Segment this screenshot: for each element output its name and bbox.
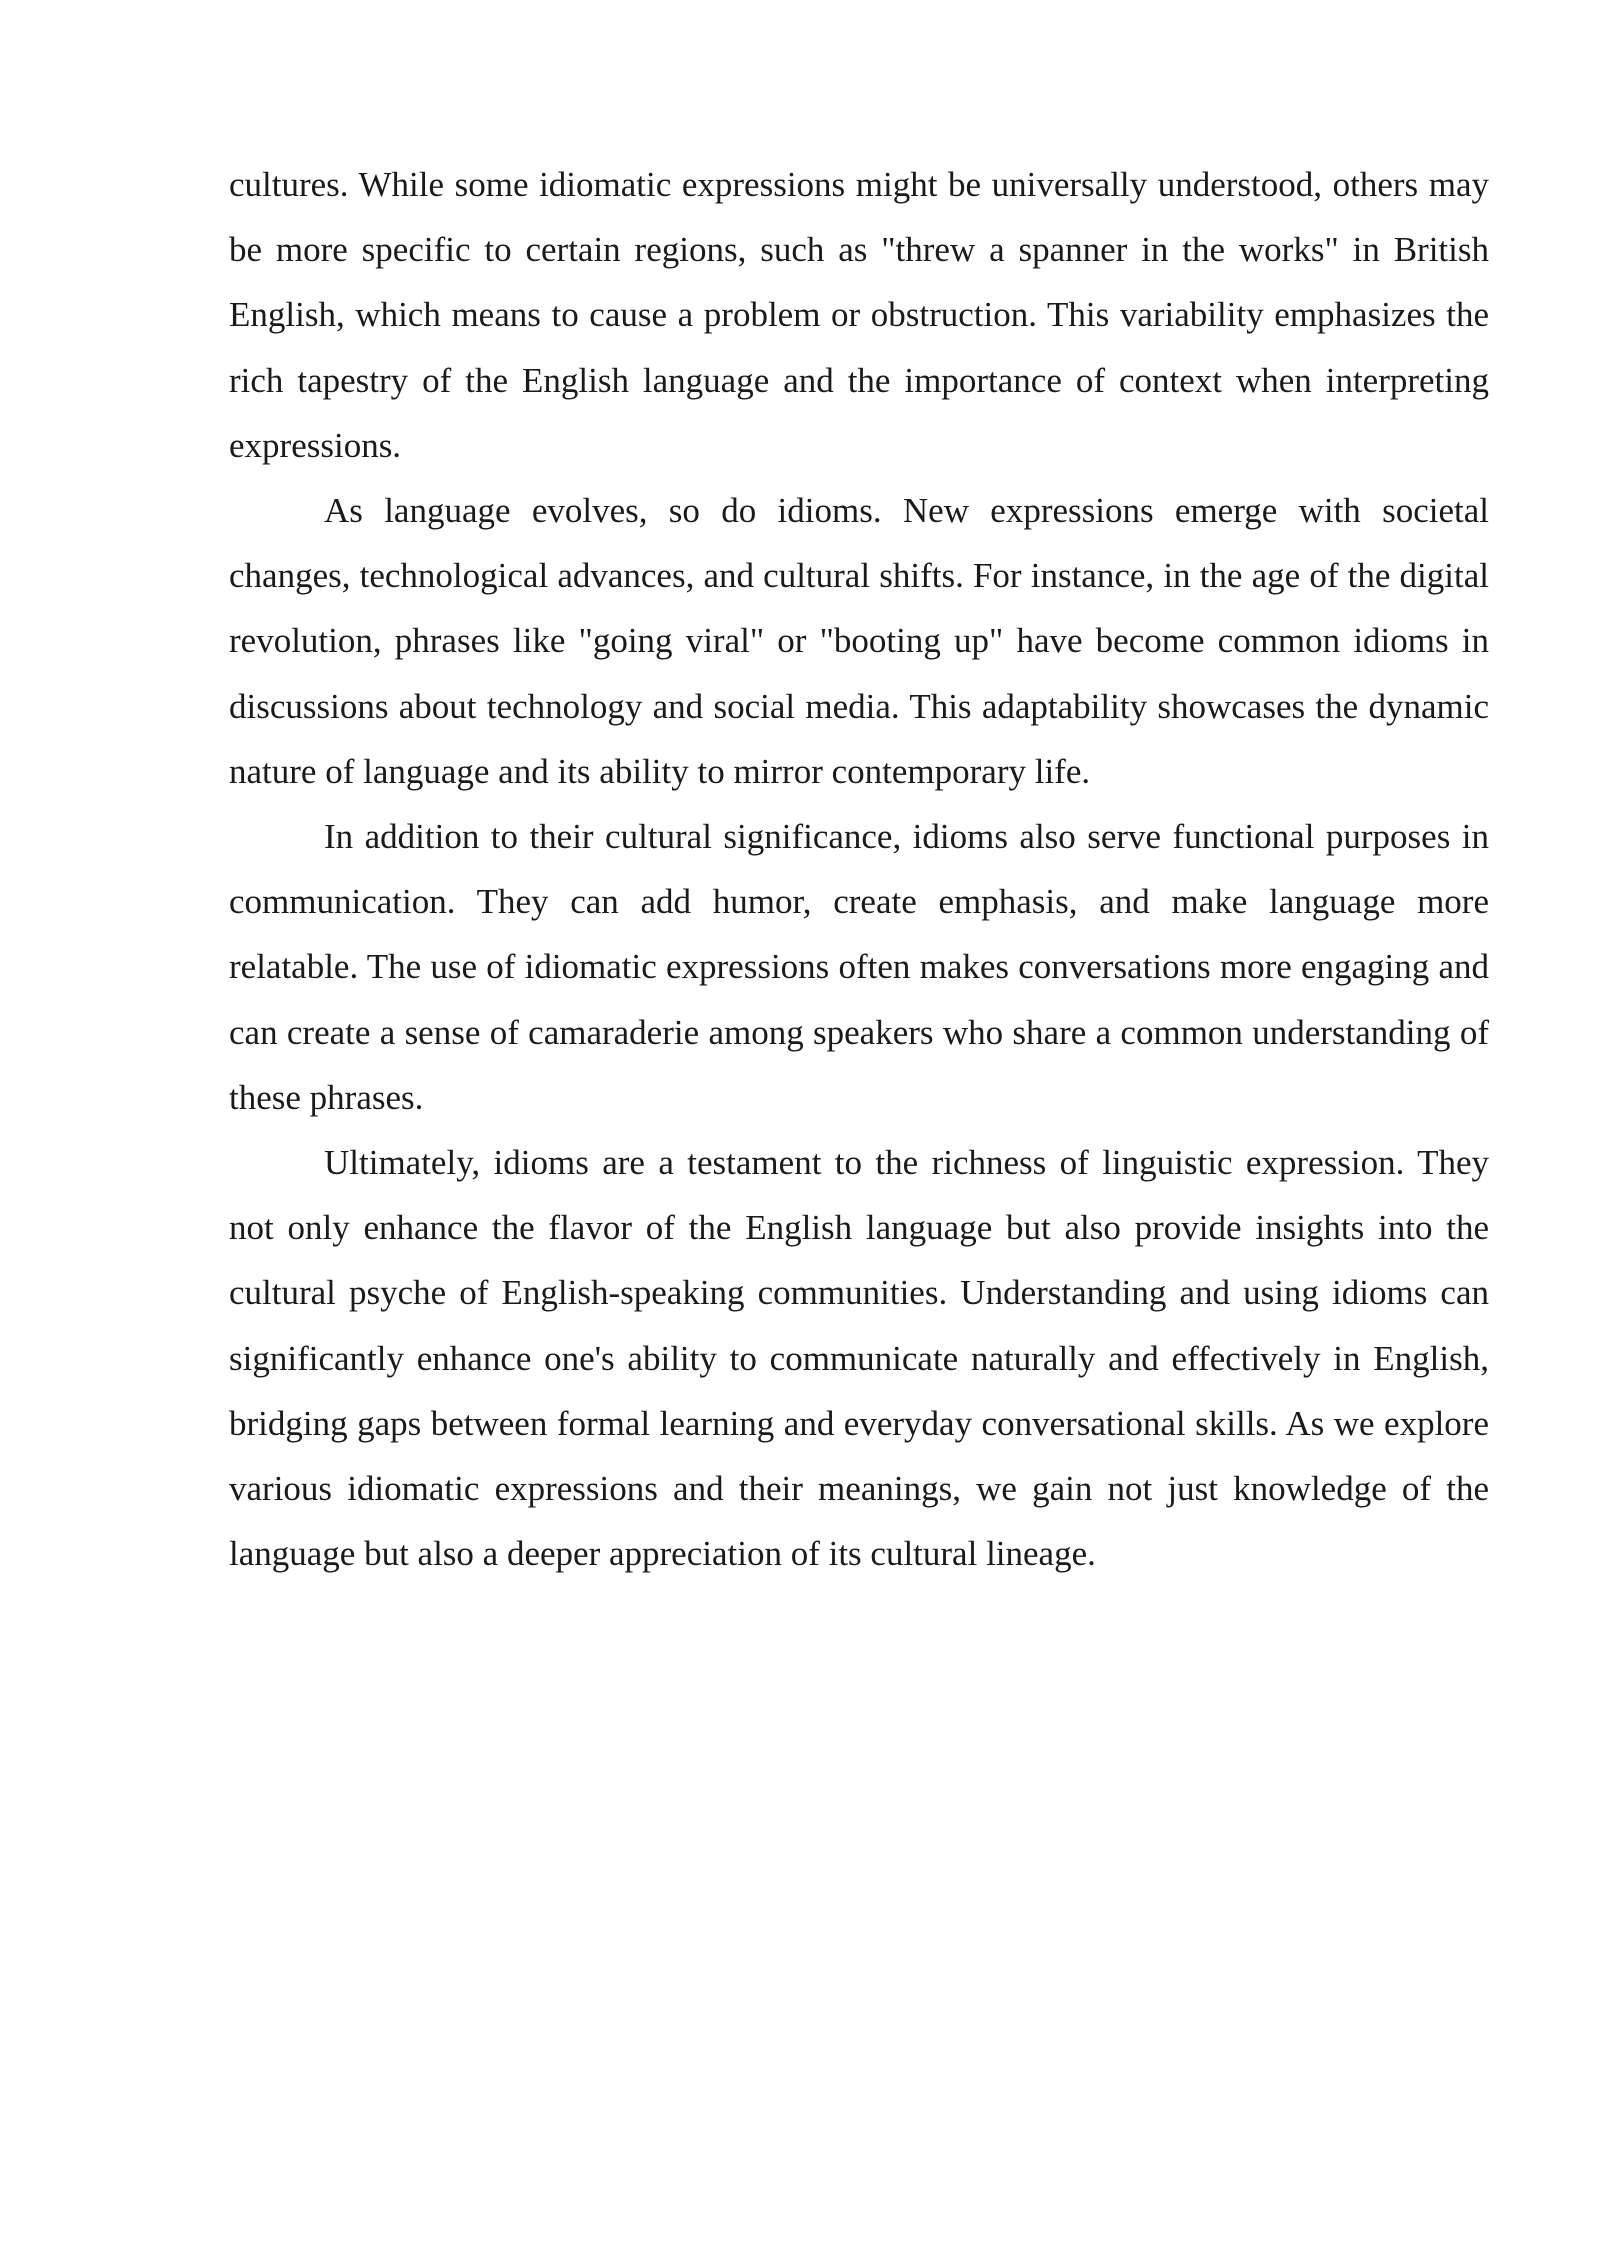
- paragraph-functional-purposes: In addition to their cultural significance, idioms also serve functional purposes in communication. They can add humor, create emphasis, and make language more relatable. The use of idiomatic expressions often makes conversations more engaging and can create a sense of camaraderie among speakers who share a common understanding of these phrases.: [229, 817, 1489, 1117]
- body-text: [229, 152, 1489, 1586]
- paragraph-continued: cultures. While some idiomatic expressions might be universally understood, others may be more specific to certain regions, such as "threw a spanner in the works" in British English, which means to cause a problem or obstruction. This variability emphasizes the rich tapestry of the English language and the importance of context when interpreting expressions.: [229, 165, 1489, 465]
- paragraph-conclusion: Ultimately, idioms are a testament to the richness of linguistic expression. They not only enhance the flavor of the English language but also provide insights into the cultural psyche of English-speaking communities. Understanding and using idioms can significantly enhance one's ability to communicate naturally and effectively in English, bridging gaps between formal learning and everyday conversational skills. As we explore various idiomatic expressions and their meanings, we gain not just knowledge of the language but also a deeper appreciation of its cultural lineage.: [229, 1143, 1489, 1574]
- paragraph-language-evolves: As language evolves, so do idioms. New expressions emerge with societal changes, technological advances, and cultural shifts. For instance, in the age of the digital revolution, phrases like "going viral" or "booting up" have become common idioms in discussions about technology and social media. This adaptability showcases the dynamic nature of language and its ability to mirror contemporary life.: [229, 491, 1489, 791]
